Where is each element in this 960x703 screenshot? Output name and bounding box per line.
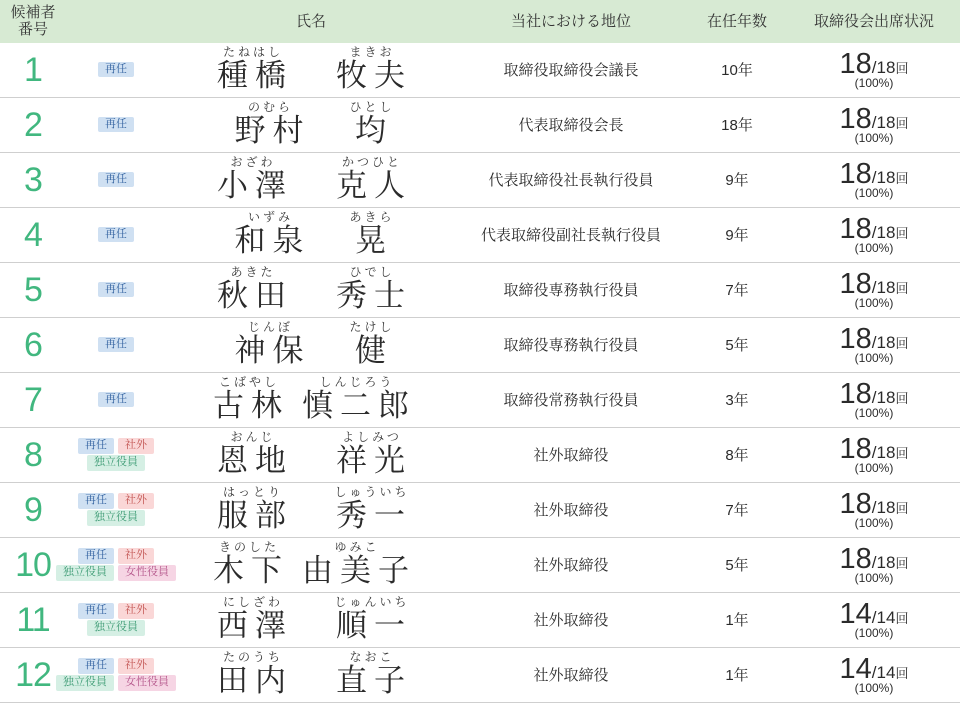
tag-row: [63, 675, 169, 691]
attendance-rate: (100%): [854, 76, 894, 91]
table-row: [0, 372, 960, 427]
candidate-attendance: [788, 317, 960, 372]
name-part: [210, 486, 293, 534]
tag-badge: 独立役員: [56, 565, 114, 581]
name-part: [206, 376, 289, 424]
candidate-tags: [66, 317, 166, 372]
attendance-unit: 回: [895, 170, 909, 186]
attendance-total: 18: [876, 552, 896, 572]
given-name-furigana: あきら: [349, 209, 395, 224]
attendance-fraction: [788, 544, 960, 574]
attendance-slash: /: [871, 222, 877, 242]
candidate-years: 5年: [725, 337, 749, 354]
candidate-name: [166, 207, 456, 262]
name-part: [329, 431, 412, 479]
family-name-kanji: 神保: [234, 332, 311, 368]
given-name-furigana: じゅんいち: [334, 594, 410, 609]
attendance-slash: /: [871, 277, 877, 297]
given-name-kanji: 牧夫: [336, 57, 412, 93]
family-name-furigana: じんぼ: [247, 319, 293, 334]
name-part: [329, 156, 412, 204]
candidate-name: [166, 97, 456, 152]
given-name-kanji: 秀士: [336, 277, 412, 313]
column-header-name: 氏名: [166, 0, 456, 43]
given-name-kanji: 均: [354, 112, 393, 148]
candidate-name: [166, 647, 456, 702]
candidate-tags: [66, 592, 166, 647]
given-name-furigana: かつひと: [341, 154, 402, 169]
candidate-years: 1年: [725, 667, 749, 684]
family-name-furigana: のむら: [247, 99, 293, 114]
candidate-years: 10年: [721, 62, 753, 79]
attendance-slash: /: [871, 607, 877, 627]
tag-row: [66, 62, 166, 78]
name-part: [329, 486, 412, 534]
tag-row: [66, 117, 166, 133]
family-name-furigana: いずみ: [247, 209, 293, 224]
tag-badge: 再任: [98, 282, 134, 298]
name-wrapper: [166, 651, 456, 699]
candidate-attendance: [788, 647, 960, 702]
candidate-number: 12: [15, 655, 51, 694]
tag-badge: 社外: [118, 438, 154, 454]
tag-badge: 社外: [118, 548, 154, 564]
candidate-number: 11: [16, 600, 50, 639]
attendance-slash: /: [871, 662, 877, 682]
candidate-years: 1年: [725, 612, 749, 629]
family-name-furigana: たのうち: [222, 649, 283, 664]
name-part: [210, 46, 293, 94]
candidate-tags: [66, 97, 166, 152]
candidate-years: 9年: [725, 227, 749, 244]
candidate-name: [166, 482, 456, 537]
attendance-slash: /: [871, 112, 877, 132]
given-name-kanji: 克人: [336, 167, 412, 203]
tag-badge: 再任: [98, 337, 134, 353]
attendance-fraction: [788, 379, 960, 409]
attendance-fraction: [788, 599, 960, 629]
tag-badge: 社外: [118, 603, 154, 619]
candidate-years: 7年: [725, 282, 749, 299]
attendance-rate: (100%): [854, 681, 894, 696]
candidate-tags: [63, 647, 169, 702]
tag-badge: 再任: [78, 658, 114, 674]
candidate-number: 2: [24, 105, 42, 144]
given-name-furigana: しゅういち: [334, 484, 410, 499]
candidate-years: 7年: [725, 502, 749, 519]
attendance-unit: 回: [895, 60, 909, 76]
tag-row: [66, 392, 166, 408]
family-name-kanji: 木下: [213, 552, 289, 588]
given-name-furigana: ひでし: [349, 264, 395, 279]
family-name-kanji: 種橋: [217, 57, 293, 93]
candidate-tags: [66, 427, 166, 482]
attendance-attended: 18: [839, 377, 872, 410]
family-name-furigana: たねはし: [222, 44, 283, 59]
table-header-row: [0, 0, 960, 43]
attendance-fraction: [788, 269, 960, 299]
attendance-unit: 回: [895, 665, 909, 681]
attendance-fraction: [788, 654, 960, 684]
candidate-tags: [66, 262, 166, 317]
attendance-fraction: [788, 49, 960, 79]
attendance-attended: 18: [839, 267, 872, 300]
column-header-number-line1: 候補者: [10, 4, 56, 21]
attendance-slash: /: [871, 57, 877, 77]
candidate-position: 取締役常務執行役員: [503, 392, 639, 409]
family-name-kanji: 服部: [217, 497, 293, 533]
attendance-unit: 回: [895, 115, 909, 131]
attendance-slash: /: [871, 442, 877, 462]
family-name-furigana: おんじ: [230, 429, 276, 444]
name-part: [210, 156, 293, 204]
candidate-years: 3年: [725, 392, 749, 409]
name-wrapper: [166, 541, 456, 589]
name-part: [346, 211, 394, 259]
candidate-name: [166, 592, 456, 647]
candidate-number: 8: [24, 435, 42, 474]
tag-badge: 独立役員: [87, 510, 145, 526]
table-row: [0, 482, 960, 537]
candidate-tags: [66, 482, 166, 537]
given-name-kanji: 由美子: [302, 552, 416, 588]
candidate-number: 9: [24, 490, 42, 529]
candidate-position: 代表取締役副社長執行役員: [480, 227, 661, 244]
attendance-total: 18: [876, 442, 896, 462]
column-header-number: [0, 0, 66, 43]
name-part: [227, 101, 310, 149]
family-name-kanji: 和泉: [234, 222, 311, 258]
given-name-kanji: 晃: [354, 222, 393, 258]
candidate-years: 8年: [725, 447, 749, 464]
tag-row: [66, 658, 166, 674]
family-name-furigana: にしざわ: [222, 594, 283, 609]
candidate-position: 社外取締役: [533, 502, 609, 519]
attendance-rate: (100%): [854, 626, 894, 641]
candidate-attendance: [788, 537, 960, 592]
attendance-unit: 回: [895, 335, 909, 351]
name-wrapper: [166, 156, 456, 204]
candidate-position: 社外取締役: [533, 667, 609, 684]
attendance-total: 18: [876, 497, 896, 517]
table-row: [0, 43, 960, 98]
candidate-position: 取締役専務執行役員: [503, 282, 639, 299]
name-part: [210, 651, 293, 699]
attendance-rate: (100%): [854, 571, 894, 586]
name-part: [210, 266, 293, 314]
table-header: [0, 0, 960, 43]
table-row: [0, 317, 960, 372]
attendance-unit: 回: [895, 280, 909, 296]
family-name-kanji: 田内: [217, 662, 293, 698]
given-name-furigana: まきお: [349, 44, 395, 59]
given-name-furigana: なおこ: [349, 649, 395, 664]
given-name-kanji: 直子: [336, 662, 412, 698]
attendance-attended: 18: [839, 212, 872, 245]
attendance-attended: 18: [839, 542, 872, 575]
given-name-kanji: 慎二郎: [302, 387, 416, 423]
tag-row: [66, 172, 166, 188]
attendance-rate: (100%): [854, 241, 894, 256]
candidate-tags: [66, 152, 166, 207]
column-header-number-line2: 番号: [17, 21, 48, 39]
attendance-attended: 18: [839, 47, 872, 80]
candidate-number: 10: [15, 545, 51, 584]
table-row: [0, 207, 960, 262]
attendance-fraction: [788, 214, 960, 244]
candidate-position: 代表取締役会長: [518, 117, 624, 134]
name-part: [295, 541, 416, 589]
attendance-total: 18: [876, 112, 896, 132]
name-wrapper: [166, 431, 456, 479]
candidate-years: 5年: [725, 557, 749, 574]
attendance-unit: 回: [895, 225, 909, 241]
given-name-kanji: 健: [354, 332, 393, 368]
attendance-rate: (100%): [854, 516, 894, 531]
family-name-furigana: きのした: [218, 539, 279, 554]
given-name-furigana: しんじろう: [319, 374, 395, 389]
name-part: [329, 46, 412, 94]
tag-row: [66, 620, 166, 636]
column-header-attendance: 取締役会出席状況: [788, 0, 960, 43]
family-name-furigana: あきた: [230, 264, 276, 279]
candidate-number: 4: [24, 215, 42, 254]
name-part: [346, 101, 394, 149]
given-name-kanji: 秀一: [336, 497, 412, 533]
attendance-total: 18: [876, 332, 896, 352]
given-name-furigana: よしみつ: [342, 429, 402, 444]
candidate-tags: [66, 372, 166, 427]
table-row: [0, 427, 960, 482]
tag-row: [66, 603, 166, 619]
candidate-number: 5: [24, 270, 42, 309]
tag-badge: 再任: [78, 493, 114, 509]
tag-badge: 再任: [78, 603, 114, 619]
family-name-furigana: はっとり: [222, 484, 283, 499]
tag-badge: 再任: [98, 172, 134, 188]
candidate-tags: [63, 537, 169, 592]
tag-row: [66, 455, 166, 471]
candidate-tags: [66, 43, 166, 98]
candidate-number: 7: [24, 380, 42, 419]
attendance-attended: 18: [839, 322, 872, 355]
attendance-slash: /: [871, 497, 877, 517]
tag-badge: 独立役員: [87, 455, 145, 471]
tag-badge: 独立役員: [87, 620, 145, 636]
name-part: [210, 431, 293, 479]
candidate-attendance: [788, 372, 960, 427]
attendance-total: 18: [876, 57, 896, 77]
attendance-total: 18: [876, 222, 896, 242]
candidate-name: [166, 372, 456, 427]
attendance-rate: (100%): [854, 406, 894, 421]
tag-badge: 独立役員: [56, 675, 114, 691]
table-body: [0, 43, 960, 703]
candidate-position: 取締役取締役会議長: [503, 62, 639, 79]
family-name-kanji: 古林: [213, 387, 289, 423]
candidate-position: 社外取締役: [533, 557, 609, 574]
attendance-attended: 18: [839, 487, 872, 520]
table-row: [0, 647, 960, 702]
attendance-unit: 回: [895, 445, 909, 461]
name-wrapper: [166, 211, 456, 259]
attendance-slash: /: [871, 387, 877, 407]
attendance-rate: (100%): [854, 461, 894, 476]
candidate-attendance: [788, 152, 960, 207]
tag-badge: 再任: [98, 62, 134, 78]
family-name-furigana: おざわ: [230, 154, 276, 169]
candidate-attendance: [788, 262, 960, 317]
tag-badge: 社外: [118, 658, 154, 674]
attendance-total: 18: [876, 167, 896, 187]
attendance-rate: (100%): [854, 131, 894, 146]
name-part: [206, 541, 289, 589]
name-part: [329, 651, 412, 699]
table-row: [0, 537, 960, 592]
attendance-fraction: [788, 159, 960, 189]
tag-row: [66, 438, 166, 454]
name-part: [210, 596, 293, 644]
candidate-number: 1: [24, 50, 42, 89]
attendance-attended: 14: [839, 652, 872, 685]
name-part: [227, 321, 310, 369]
given-name-furigana: たけし: [349, 319, 395, 334]
tag-badge: 再任: [78, 438, 114, 454]
attendance-fraction: [788, 324, 960, 354]
tag-row: [63, 565, 169, 581]
table-row: [0, 97, 960, 152]
candidate-attendance: [788, 207, 960, 262]
name-wrapper: [166, 321, 456, 369]
candidate-tags: [66, 207, 166, 262]
tag-row: [66, 227, 166, 243]
candidate-years: 18年: [721, 117, 753, 134]
attendance-attended: 18: [839, 157, 872, 190]
candidate-position: 社外取締役: [533, 447, 609, 464]
name-wrapper: [166, 266, 456, 314]
candidate-name: [166, 152, 456, 207]
tag-badge: 再任: [98, 117, 134, 133]
tag-badge: 再任: [98, 227, 134, 243]
candidate-number: 3: [24, 160, 42, 199]
table-row: [0, 262, 960, 317]
table-row: [0, 152, 960, 207]
candidate-position: 取締役専務執行役員: [503, 337, 639, 354]
attendance-unit: 回: [895, 610, 909, 626]
candidate-name: [166, 537, 456, 592]
tag-badge: 再任: [98, 392, 134, 408]
name-part: [227, 211, 310, 259]
given-name-kanji: 順一: [336, 607, 412, 643]
family-name-kanji: 秋田: [217, 277, 293, 313]
name-part: [295, 376, 416, 424]
candidate-attendance: [788, 427, 960, 482]
tag-row: [66, 337, 166, 353]
candidate-name: [166, 317, 456, 372]
attendance-total: 14: [876, 662, 896, 682]
attendance-total: 14: [876, 607, 896, 627]
attendance-rate: (100%): [854, 296, 894, 311]
name-part: [346, 321, 394, 369]
attendance-fraction: [788, 489, 960, 519]
tag-row: [66, 548, 166, 564]
attendance-fraction: [788, 104, 960, 134]
candidate-name: [166, 262, 456, 317]
candidate-position: 社外取締役: [533, 612, 609, 629]
attendance-total: 18: [876, 277, 896, 297]
candidate-position: 代表取締役社長執行役員: [488, 172, 654, 189]
given-name-kanji: 祥光: [336, 442, 412, 478]
attendance-slash: /: [871, 552, 877, 572]
family-name-kanji: 西澤: [217, 607, 293, 643]
attendance-unit: 回: [895, 390, 909, 406]
candidate-name: [166, 43, 456, 98]
attendance-total: 18: [876, 387, 896, 407]
candidate-attendance: [788, 482, 960, 537]
attendance-attended: 18: [839, 432, 872, 465]
name-wrapper: [166, 101, 456, 149]
attendance-attended: 18: [839, 102, 872, 135]
column-header-position: 当社における地位: [456, 0, 686, 43]
candidate-name: [166, 427, 456, 482]
family-name-furigana: こばやし: [218, 374, 279, 389]
name-wrapper: [166, 486, 456, 534]
tag-row: [66, 493, 166, 509]
family-name-kanji: 野村: [234, 112, 311, 148]
table-row: [0, 592, 960, 647]
candidate-attendance: [788, 97, 960, 152]
tag-badge: 女性役員: [118, 675, 176, 691]
column-header-years: 在任年数: [686, 0, 788, 43]
candidate-years: 9年: [725, 172, 749, 189]
attendance-slash: /: [871, 167, 877, 187]
attendance-unit: 回: [895, 555, 909, 571]
family-name-kanji: 恩地: [217, 442, 293, 478]
family-name-kanji: 小澤: [217, 167, 293, 203]
tag-badge: 社外: [118, 493, 154, 509]
name-part: [329, 266, 412, 314]
tag-row: [66, 510, 166, 526]
attendance-attended: 14: [839, 597, 872, 630]
given-name-furigana: ひとし: [349, 99, 395, 114]
tag-badge: 女性役員: [118, 565, 176, 581]
candidate-attendance: [788, 592, 960, 647]
name-wrapper: [166, 376, 456, 424]
tag-badge: 再任: [78, 548, 114, 564]
given-name-furigana: ゆみこ: [334, 539, 380, 554]
attendance-fraction: [788, 434, 960, 464]
column-header-tags: [66, 0, 166, 43]
name-wrapper: [166, 46, 456, 94]
name-part: [329, 596, 412, 644]
attendance-rate: (100%): [854, 351, 894, 366]
name-wrapper: [166, 596, 456, 644]
candidate-number: 6: [24, 325, 42, 364]
candidate-attendance: [788, 43, 960, 98]
tag-row: [66, 282, 166, 298]
attendance-rate: (100%): [854, 186, 894, 201]
attendance-slash: /: [871, 332, 877, 352]
attendance-unit: 回: [895, 500, 909, 516]
